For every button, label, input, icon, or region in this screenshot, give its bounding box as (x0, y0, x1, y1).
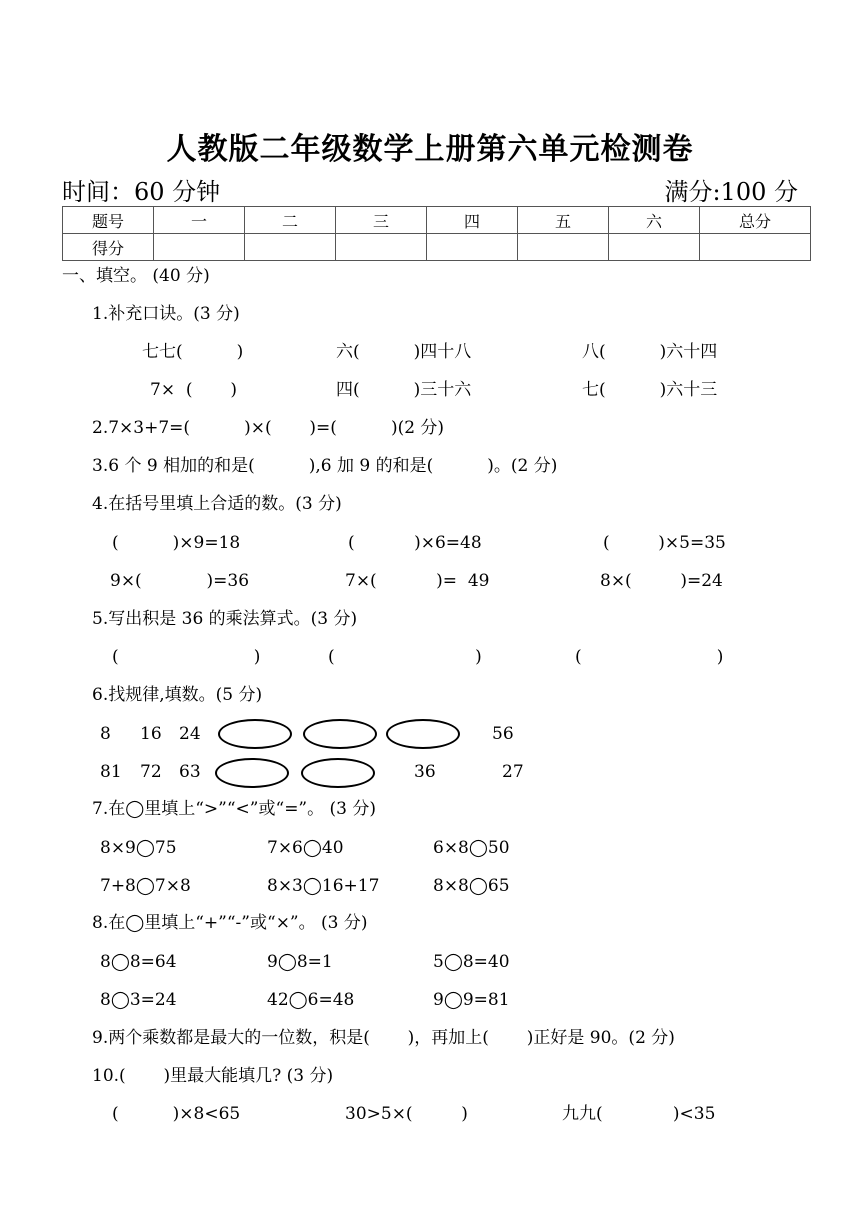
fill-blank[interactable]: 30>5×( ) (345, 1104, 468, 1124)
score-input-cell[interactable] (336, 234, 427, 261)
score-input-cell[interactable] (154, 234, 245, 261)
question-label: 2.7×3+7=( )×( )=( )(2 分) (92, 418, 445, 438)
operator-item[interactable]: 8◯3=24 (100, 990, 177, 1010)
fill-blank[interactable]: ( ) (575, 647, 724, 667)
fill-blank[interactable]: ( ) (328, 647, 482, 667)
table-cell: 二 (245, 207, 336, 234)
sequence-number: 56 (492, 724, 514, 744)
sequence-number: 8 (100, 724, 111, 744)
sequence-number: 81 (100, 762, 122, 782)
fill-blank[interactable]: 9×( )=36 (110, 571, 250, 591)
score-input-cell[interactable] (609, 234, 700, 261)
table-cell: 三 (336, 207, 427, 234)
page-title: 人教版二年级数学上册第六单元检测卷 (166, 132, 694, 167)
operator-item[interactable]: 42◯6=48 (267, 990, 355, 1010)
question-label: 4.在括号里填上合适的数。(3 分) (92, 494, 342, 514)
fill-blank[interactable]: ( ) (112, 647, 261, 667)
compare-item[interactable]: 6×8◯50 (433, 838, 510, 858)
question-label: 1.补充口诀。(3 分) (92, 304, 240, 324)
operator-item[interactable]: 5◯8=40 (433, 952, 510, 972)
fill-blank[interactable]: 7×( )= 49 (345, 571, 490, 591)
sequence-number: 24 (179, 724, 201, 744)
score-table-header-row (63, 207, 811, 234)
fill-blank[interactable]: 8×( )=24 (600, 571, 723, 591)
table-cell: 四 (427, 207, 518, 234)
answer-oval[interactable] (386, 719, 460, 749)
table-cell: 一 (154, 207, 245, 234)
time-limit: 时间：60 分钟 (62, 178, 221, 206)
sequence-number: 63 (179, 762, 201, 782)
score-input-cell[interactable] (700, 234, 811, 261)
fill-blank[interactable]: ( )×8<65 (112, 1104, 241, 1124)
answer-oval[interactable] (303, 719, 377, 749)
fill-blank[interactable]: 九九( )<35 (562, 1104, 716, 1124)
score-input-cell[interactable] (427, 234, 518, 261)
fill-blank[interactable]: 四( )三十六 (336, 380, 472, 400)
compare-item[interactable]: 7+8◯7×8 (100, 876, 191, 896)
question-label: 6.找规律,填数。(5 分) (92, 685, 263, 705)
operator-item[interactable]: 9◯9=81 (433, 990, 510, 1010)
question-label: 8.在◯里填上“+”“-”或“×”。 (3 分) (92, 913, 368, 933)
sequence-number: 72 (140, 762, 162, 782)
question-label: 10.( )里最大能填几? (3 分) (92, 1066, 334, 1086)
question-label: 7.在◯里填上“>”“<”或“=”。 (3 分) (92, 799, 377, 819)
compare-item[interactable]: 8×3◯16+17 (267, 876, 380, 896)
fill-blank[interactable]: ( )×9=18 (112, 533, 241, 553)
score-input-cell[interactable] (518, 234, 609, 261)
full-score: 满分:100 分 (664, 178, 798, 206)
compare-item[interactable]: 8×9◯75 (100, 838, 177, 858)
table-cell: 得分 (63, 234, 154, 261)
fill-blank[interactable]: 八( )六十四 (582, 342, 718, 362)
fill-blank[interactable]: 六( )四十八 (336, 342, 472, 362)
sequence-number: 36 (414, 762, 436, 782)
answer-oval[interactable] (218, 719, 292, 749)
operator-item[interactable]: 9◯8=1 (267, 952, 333, 972)
score-table-score-row (63, 234, 811, 261)
compare-item[interactable]: 7×6◯40 (267, 838, 344, 858)
fill-blank[interactable]: ( )×6=48 (348, 533, 482, 553)
question-label: 3.6 个 9 相加的和是( ),6 加 9 的和是( )。(2 分) (92, 456, 558, 476)
sequence-number: 27 (502, 762, 524, 782)
question-label: 9.两个乘数都是最大的一位数，积是( )，再加上( )正好是 90。(2 分) (92, 1028, 675, 1048)
section-heading: 一、填空。 (40 分) (62, 266, 210, 286)
answer-oval[interactable] (301, 758, 375, 788)
answer-oval[interactable] (215, 758, 289, 788)
table-cell: 总分 (700, 207, 811, 234)
operator-item[interactable]: 8◯8=64 (100, 952, 177, 972)
question-label: 5.写出积是 36 的乘法算式。(3 分) (92, 609, 358, 629)
sequence-number: 16 (140, 724, 162, 744)
score-table (62, 206, 811, 261)
fill-blank[interactable]: ( )×5=35 (603, 533, 726, 553)
fill-blank[interactable]: 七七( ) (142, 342, 244, 362)
table-cell: 六 (609, 207, 700, 234)
fill-blank[interactable]: 7× ( ) (150, 380, 237, 400)
table-cell: 五 (518, 207, 609, 234)
table-cell: 题号 (63, 207, 154, 234)
compare-item[interactable]: 8×8◯65 (433, 876, 510, 896)
score-input-cell[interactable] (245, 234, 336, 261)
fill-blank[interactable]: 七( )六十三 (582, 380, 718, 400)
